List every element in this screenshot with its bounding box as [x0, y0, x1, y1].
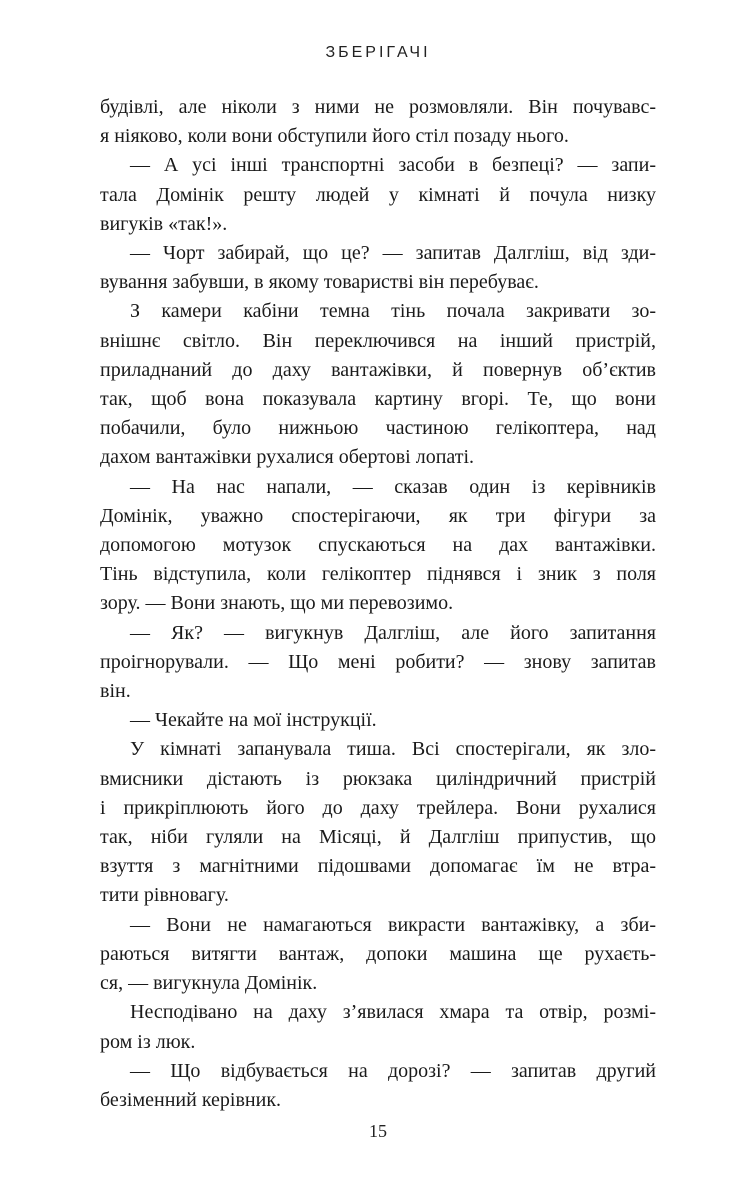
- text-line: тала Домінік решту людей у кімнаті й почула низку: [100, 183, 656, 206]
- text-line: ся, — вигукнула Домінік.: [100, 972, 318, 995]
- text-line: я ніяково, коли вони обступили його стіл позаду нього.: [100, 125, 569, 148]
- running-header: ЗБЕРІГАЧІ: [325, 44, 431, 61]
- text-line: — Як? — вигукнув Далгліш, але його запитання: [130, 621, 656, 644]
- text-line: і прикріплюють його до даху трейлера. Вони рухалися: [100, 796, 656, 819]
- page-number: 15: [369, 1121, 387, 1141]
- text-line: Несподівано на даху з’явилася хмара та отвір, розмі-: [130, 1001, 656, 1024]
- text-line: Тінь відступила, коли гелікоптер піднявся і зник з поля: [100, 563, 656, 586]
- text-line: — Що відбувається на дорозі? — запитав другий: [130, 1059, 656, 1082]
- text-line: побачили, було нижньою частиною гелікоптера, над: [100, 417, 656, 440]
- paragraph-4: [100, 297, 656, 472]
- text-line: — Вони не намагаються викрасти вантажівку, а зби-: [130, 913, 656, 936]
- text-line: ром із люк.: [100, 1030, 196, 1053]
- text-line: вмисники дістають із рюкзака циліндричний пристрій: [100, 767, 656, 790]
- text-line: — А усі інші транспортні засоби в безпеці? — запи-: [130, 154, 656, 177]
- paragraph-8: [100, 735, 656, 910]
- paragraph-7: [100, 706, 656, 735]
- text-line: тити рівновагу.: [100, 884, 229, 907]
- text-line: — На нас напали, — сказав один із керівників: [130, 475, 656, 498]
- paragraph-6: [100, 619, 656, 707]
- text-line: безіменний керівник.: [100, 1088, 282, 1111]
- text-line: внішнє світло. Він переключився на інший пристрій,: [100, 329, 656, 352]
- text-line: допомогою мотузок спускаються на дах вантажівки.: [100, 534, 656, 557]
- body-text: [100, 93, 656, 1115]
- text-line: так, щоб вона показувала картину вгорі. Те, що вони: [100, 388, 656, 411]
- text-line: У кімнаті запанувала тиша. Всі спостерігали, як зло-: [130, 738, 656, 761]
- text-line: дахом вантажівки рухалися обертові лопаті.: [100, 446, 475, 469]
- text-line: — Чорт забирай, що це? — запитав Далгліш, від зди-: [130, 242, 656, 265]
- text-line: так, ніби гуляли на Місяці, й Далгліш припустив, що: [100, 826, 656, 849]
- text-line: проігнорували. — Що мені робити? — знову запитав: [100, 650, 656, 673]
- paragraph-1: [100, 93, 656, 151]
- paragraph-3: [100, 239, 656, 297]
- paragraph-11: [100, 1057, 656, 1115]
- text-line: вигуків «так!».: [100, 212, 228, 235]
- text-line: зору. — Вони знають, що ми перевозимо.: [100, 592, 454, 615]
- text-line: вування забувши, в якому товаристві він перебуває.: [100, 271, 539, 294]
- text-line: приладнаний до даху вантажівки, й повернув об’єктив: [100, 358, 656, 381]
- text-line: З камери кабіни темна тінь почала закривати зо-: [130, 300, 656, 323]
- paragraph-2: [100, 151, 656, 239]
- text-line: — Чекайте на мої інструкції.: [130, 709, 377, 732]
- paragraph-5: [100, 473, 656, 619]
- text-line: він.: [100, 680, 131, 703]
- text-line: Домінік, уважно спостерігаючи, як три фігури за: [100, 504, 656, 527]
- paragraph-9: [100, 911, 656, 999]
- paragraph-10: [100, 998, 656, 1056]
- text-line: будівлі, але ніколи з ними не розмовляли. Він почувавс-: [100, 96, 656, 118]
- text-line: взуття з магнітними підошвами допомагає їм не втра-: [100, 855, 656, 878]
- text-line: раються витягти вантаж, допоки машина ще рухаєть-: [100, 942, 656, 965]
